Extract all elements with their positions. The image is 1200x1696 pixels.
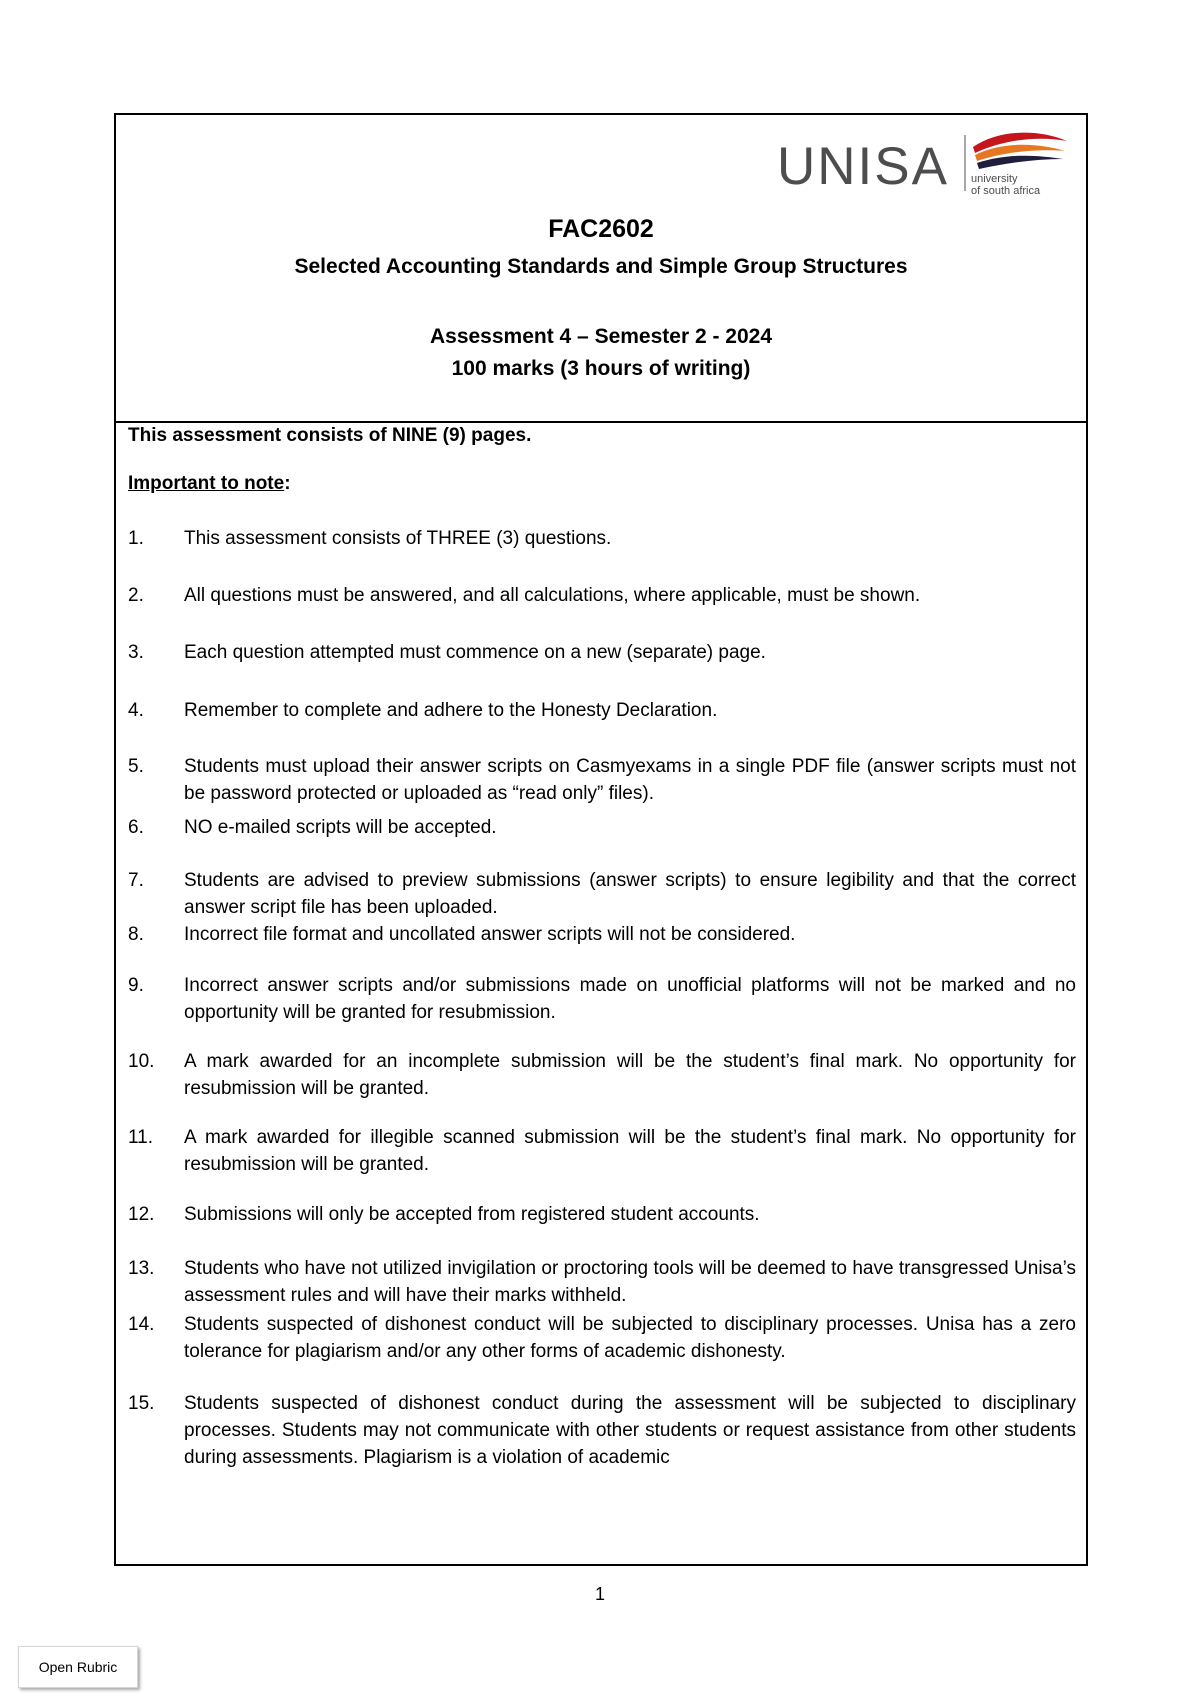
page-count-note: This assessment consists of NINE (9) pages. [128, 425, 532, 446]
instruction-number: 9. [128, 975, 144, 996]
instruction-number: 10. [128, 1051, 155, 1072]
instruction-number: 5. [128, 756, 144, 777]
marks-line: 100 marks (3 hours of writing) [451, 357, 751, 380]
instruction-text: Students suspected of dishonest conduct during the assessment will be subjected to disciplinary processes. Students may not communicate with other students or request assistance from other students during assessments. Plagiarism is a violation of academic [184, 1393, 1076, 1468]
instruction-text: Submissions will only be accepted from registered student accounts. [184, 1204, 760, 1225]
instruction-text: Remember to complete and adhere to the Honesty Declaration. [184, 700, 718, 721]
instruction-text: NO e-mailed scripts will be accepted. [184, 817, 497, 838]
unisa-logo [777, 127, 1072, 197]
instruction-text: Each question attempted must commence on a new (separate) page. [184, 642, 766, 663]
instruction-number: 14. [128, 1314, 155, 1335]
instruction-text: Students suspected of dishonest conduct will be subjected to disciplinary processes. Unisa has a zero tolerance for plagiarism and/or any other forms of academic dishonesty. [184, 1314, 1076, 1362]
instruction-text: Students who have not utilized invigilation or proctoring tools will be deemed to have transgressed Unisa’s assessment rules and will have their marks withheld. [184, 1258, 1076, 1306]
logo-sub-line1: university [971, 173, 1018, 185]
assessment-line: Assessment 4 – Semester 2 - 2024 [429, 325, 773, 348]
instruction-text: This assessment consists of THREE (3) questions. [184, 528, 612, 549]
instruction-number: 15. [128, 1393, 155, 1414]
instruction-text: A mark awarded for an incomplete submission will be the student’s final mark. No opportunity for resubmission will be granted. [184, 1051, 1076, 1099]
course-title: Selected Accounting Standards and Simple Group Structures [294, 255, 908, 278]
instruction-number: 3. [128, 642, 144, 663]
logo-wordmark: UNISA [777, 137, 949, 196]
important-label: Important to note [128, 473, 285, 494]
instruction-text: All questions must be answered, and all calculations, where applicable, must be shown. [184, 585, 921, 606]
instruction-number: 8. [128, 924, 144, 945]
course-code: FAC2602 [548, 215, 654, 243]
page-number: 1 [594, 1584, 605, 1604]
instruction-text: Incorrect file format and uncollated answer scripts will not be considered. [184, 924, 796, 945]
instruction-number: 2. [128, 585, 144, 606]
assessment-cover-frame [114, 113, 1088, 1566]
open-rubric-button[interactable]: Open Rubric [18, 1646, 138, 1688]
instruction-number: 4. [128, 700, 144, 721]
instruction-text: Incorrect answer scripts and/or submissions made on unofficial platforms will not be marked and no opportunity will be granted for resubmission. [184, 975, 1076, 1023]
instruction-number: 6. [128, 817, 144, 838]
instruction-text: Students must upload their answer scripts on Casmyexams in a single PDF file (answer scripts must not be password protected or uploaded as “read only” files). [184, 756, 1076, 804]
instruction-number: 12. [128, 1204, 155, 1225]
important-colon: : [284, 473, 291, 494]
swoosh-dark [977, 156, 1063, 169]
instruction-number: 1. [128, 528, 144, 549]
instruction-text: A mark awarded for illegible scanned submission will be the student’s final mark. No opportunity for resubmission will be granted. [184, 1127, 1076, 1175]
important-heading [128, 473, 291, 495]
instruction-number: 7. [128, 870, 144, 891]
logo-sub-line2: of south africa [971, 185, 1041, 197]
instruction-number: 13. [128, 1258, 155, 1279]
instruction-text: Students are advised to preview submissions (answer scripts) to ensure legibility and that the correct answer script file has been uploaded. [184, 870, 1076, 918]
header-box [116, 115, 1086, 423]
instruction-number: 11. [128, 1127, 154, 1148]
